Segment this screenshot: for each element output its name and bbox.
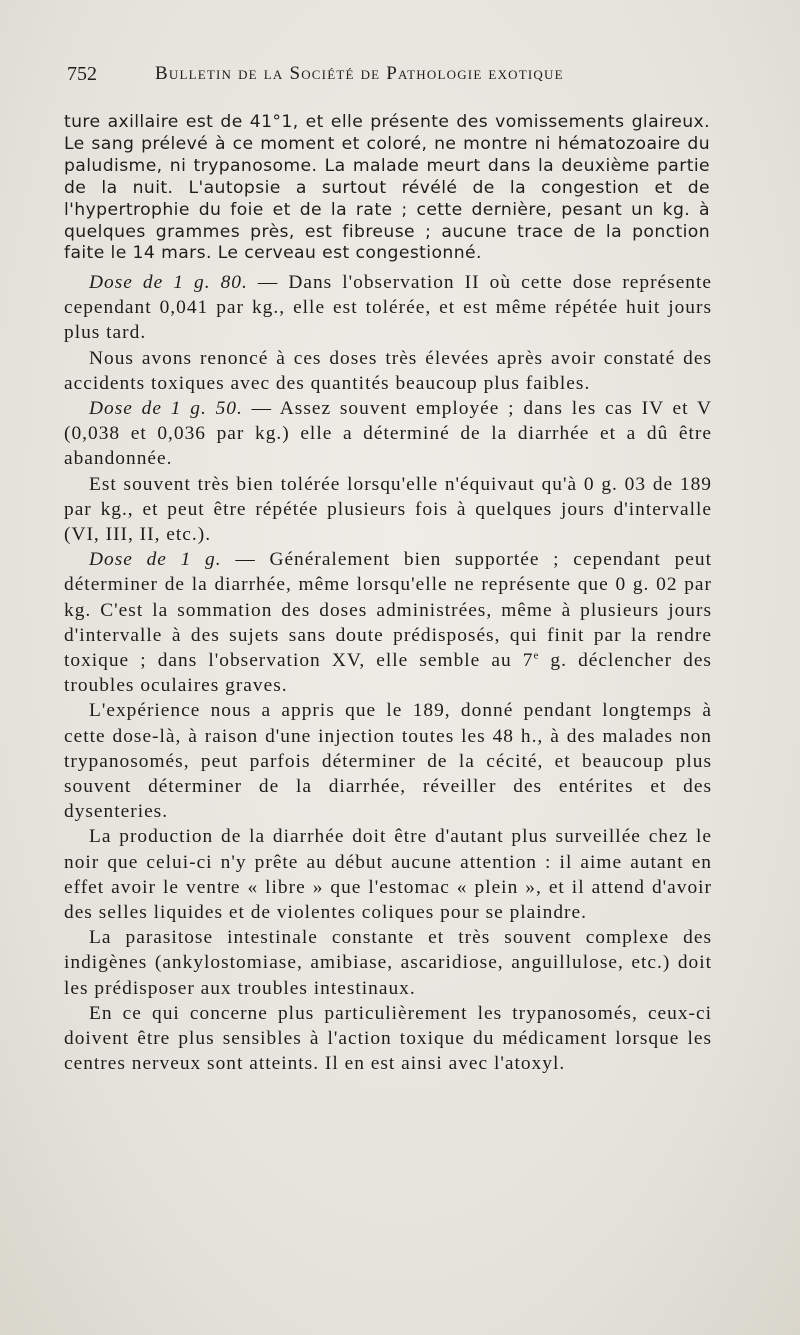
paragraph-dose-1g xyxy=(64,547,712,698)
body-text xyxy=(64,270,712,1077)
paragraph-tolerance: Est souvent très bien tolérée lorsqu'elle n'équivaut qu'à 0 g. 03 de 189 par kg., et peut être répétée plusieurs fois à quelques jours d'intervalle (VI, III, II, etc.). xyxy=(64,473,712,546)
paragraph-text: — Généralement bien supportée ; cependant peut déterminer de la diarrhée, même lorsqu'elle ne représente que 0 g. 02 par kg. C'est la sommation des doses administrées, même à plusieurs jours d'intervalle à des sujets sans doute prédisposés, qui finit par la rendre toxique ; dans l'observation XV, elle semble au 7 xyxy=(64,549,712,672)
paragraph-text-end: g. déclencher des troubles oculaires graves. xyxy=(64,650,712,697)
paragraph-dose-1g80 xyxy=(64,270,712,346)
intro-paragraph: ture axillaire est de 41°1, et elle présente des vomissements glaireux. Le sang prélevé à ce moment et coloré, ne montre ni hématozoaire du paludisme, ni trypanosome. La malade meurt dans la deuxième partie de la nuit. L'autopsie a surtout révélé de la congestion et de l'hypertrophie du foie et de la rate ; cette dernière, pesant un kg. à quelques grammes près, est fibreuse ; aucune trace de la ponction faite le 14 mars. Le cerveau est congestionné. xyxy=(64,112,710,264)
paragraph-dose-1g50 xyxy=(64,396,712,472)
dose-label: Dose de 1 g. xyxy=(89,549,222,571)
paragraph-text: — Dans l'observation II où cette dose représente cependant 0,041 par kg., elle est tolérée, et est même répétée huit jours plus tard. xyxy=(64,272,712,344)
autopsy-note xyxy=(64,112,710,265)
paragraph-parasitose: La parasitose intestinale constante et très souvent complexe des indigènes (ankylostomiase, amibiase, ascaridiose, anguillulose, etc.) doit les prédisposer aux troubles intestinaux. xyxy=(64,927,712,999)
page-header xyxy=(67,63,727,89)
page-number: 752 xyxy=(67,63,97,85)
dose-label: Dose de 1 g. 50. xyxy=(89,398,243,420)
paragraph-renonce: Nous avons renoncé à ces doses très élevées après avoir constaté des accidents toxiques avec des quantités beaucoup plus faibles. xyxy=(64,347,712,394)
dose-label: Dose de 1 g. 80. xyxy=(89,272,248,293)
running-title: Bulletin de la Société de Pathologie exotique xyxy=(155,63,564,84)
paragraph-diarrhee: La production de la diarrhée doit être d'autant plus surveillée chez le noir que celui-ci n'y prête au début aucune attention : il aime autant en effet avoir le ventre « libre » que l'estomac « plein », et il attend d'avoir des selles liquides et de violentes coliques pour se plaindre. xyxy=(64,826,712,924)
paragraph-trypanosomes: En ce qui concerne plus particulièrement les trypanosomés, ceux-ci doivent être plus sensibles à l'action toxique du médicament lorsque les centres nerveux sont atteints. Il en est ainsi avec l'atoxyl. xyxy=(64,1002,712,1075)
paragraph-experience: L'expérience nous a appris que le 189, donné pendant longtemps à cette dose-là, à raison d'une injection toutes les 48 h., à des malades non trypanosomés, peut parfois déterminer de la cécité, et beaucoup plus souvent déterminer de la diarrhée, réveiller des entérites et des dysenteries. xyxy=(64,700,712,823)
paragraph-text: — Assez souvent employée ; dans les cas IV et V (0,038 et 0,036 par kg.) elle a déterminé de la diarrhée et a dû être abandonnée. xyxy=(64,398,712,470)
superscript: e xyxy=(533,649,540,662)
